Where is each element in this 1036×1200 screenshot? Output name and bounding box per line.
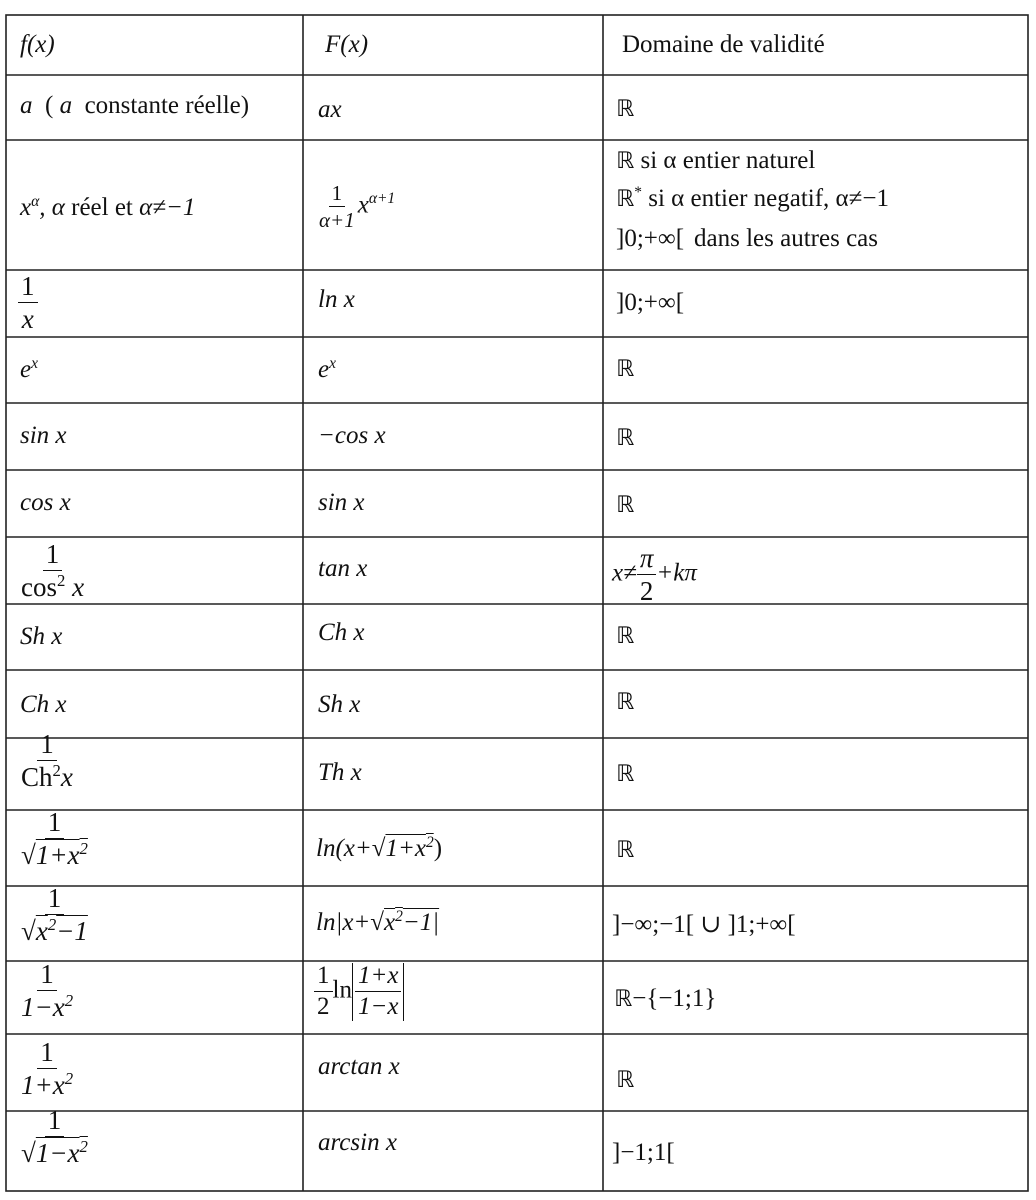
row12-F: $\ln|x+√x^2-1|$ [316, 907, 440, 936]
row6-domain: ℝ [616, 491, 635, 517]
header-f: f(x) [20, 31, 55, 58]
row7-domain: x≠ $\frac{\pi}{2}$ +kπ [612, 543, 697, 607]
row9-F: Sh x [318, 691, 361, 718]
row5-F: −cos x [318, 422, 386, 449]
row14-F: arctan x [318, 1053, 400, 1080]
row10-domain: ℝ [616, 760, 635, 786]
row12-domain: ]−∞;−1[ ∪ ]1;+∞[ [612, 911, 796, 938]
row15-F: arcsin x [318, 1129, 397, 1156]
row7-F: tan x [318, 555, 368, 582]
row11-F: $\ln(x+√1+x^2)$ [316, 833, 443, 862]
row5-f: sin x [20, 422, 67, 449]
row2-domain-line2: ℝ* si α entier negatif, α≠−1 [616, 183, 889, 212]
row2-domain-line3: ]0;+∞[ dans les autres cas [616, 225, 878, 252]
row13-domain: ℝ−{−1;1} [614, 985, 717, 1012]
row10-f: $\frac{1}{Ch^2x}$ [21, 729, 73, 793]
row1-F: ax [318, 96, 342, 123]
row14-domain: ℝ [616, 1066, 635, 1092]
row11-f: $\frac{1}{√1+x^2}$ [21, 807, 88, 871]
row6-F: sin x [318, 489, 365, 516]
row2-F: $\frac{1}{\alpha+1}$ $x^{\alpha+1}$ [319, 181, 396, 233]
row4-F: $e^x$ [318, 354, 336, 383]
header-domain: Domaine de validité [622, 31, 825, 58]
row6-f: cos x [20, 489, 71, 516]
row13-f: $\frac{1}{1-x^2}$ [21, 959, 74, 1023]
row2-f: $x^\alpha$, α réel et α≠−1 [20, 192, 196, 221]
header-F: F(x) [325, 31, 369, 58]
row10-F: Th x [318, 759, 362, 786]
row8-F: Ch x [318, 619, 365, 646]
row3-domain: ]0;+∞[ [616, 289, 685, 316]
row9-f: Ch x [20, 691, 67, 718]
row9-domain: ℝ [616, 688, 635, 714]
row7-f: $\frac{1}{\cos^2 x}$ [21, 539, 85, 603]
row1-f: a ( a constante réelle) [20, 92, 250, 119]
row14-f: $\frac{1}{1+x^2}$ [21, 1037, 74, 1101]
row15-f: $\frac{1}{√1-x^2}$ [21, 1105, 88, 1169]
row12-f: $\frac{1}{√x^2-1}$ [21, 883, 88, 947]
row2-domain-line1: ℝ si α entier naturel [616, 147, 816, 174]
row3-f: $\frac{1}{x}$ [18, 272, 38, 334]
row11-domain: ℝ [616, 836, 635, 862]
row8-f: Sh x [20, 623, 63, 650]
row5-domain: ℝ [616, 424, 635, 450]
row8-domain: ℝ [616, 622, 635, 648]
row4-domain: ℝ [616, 355, 635, 381]
row4-f: $e^x$ [20, 354, 38, 383]
row13-F: $\frac{1}{2}$ ln $\frac{1+x}{1-x}$ [314, 963, 404, 1021]
row3-F: ln x [318, 286, 355, 313]
row15-domain: ]−1;1[ [612, 1139, 675, 1166]
row1-domain: ℝ [616, 95, 635, 121]
